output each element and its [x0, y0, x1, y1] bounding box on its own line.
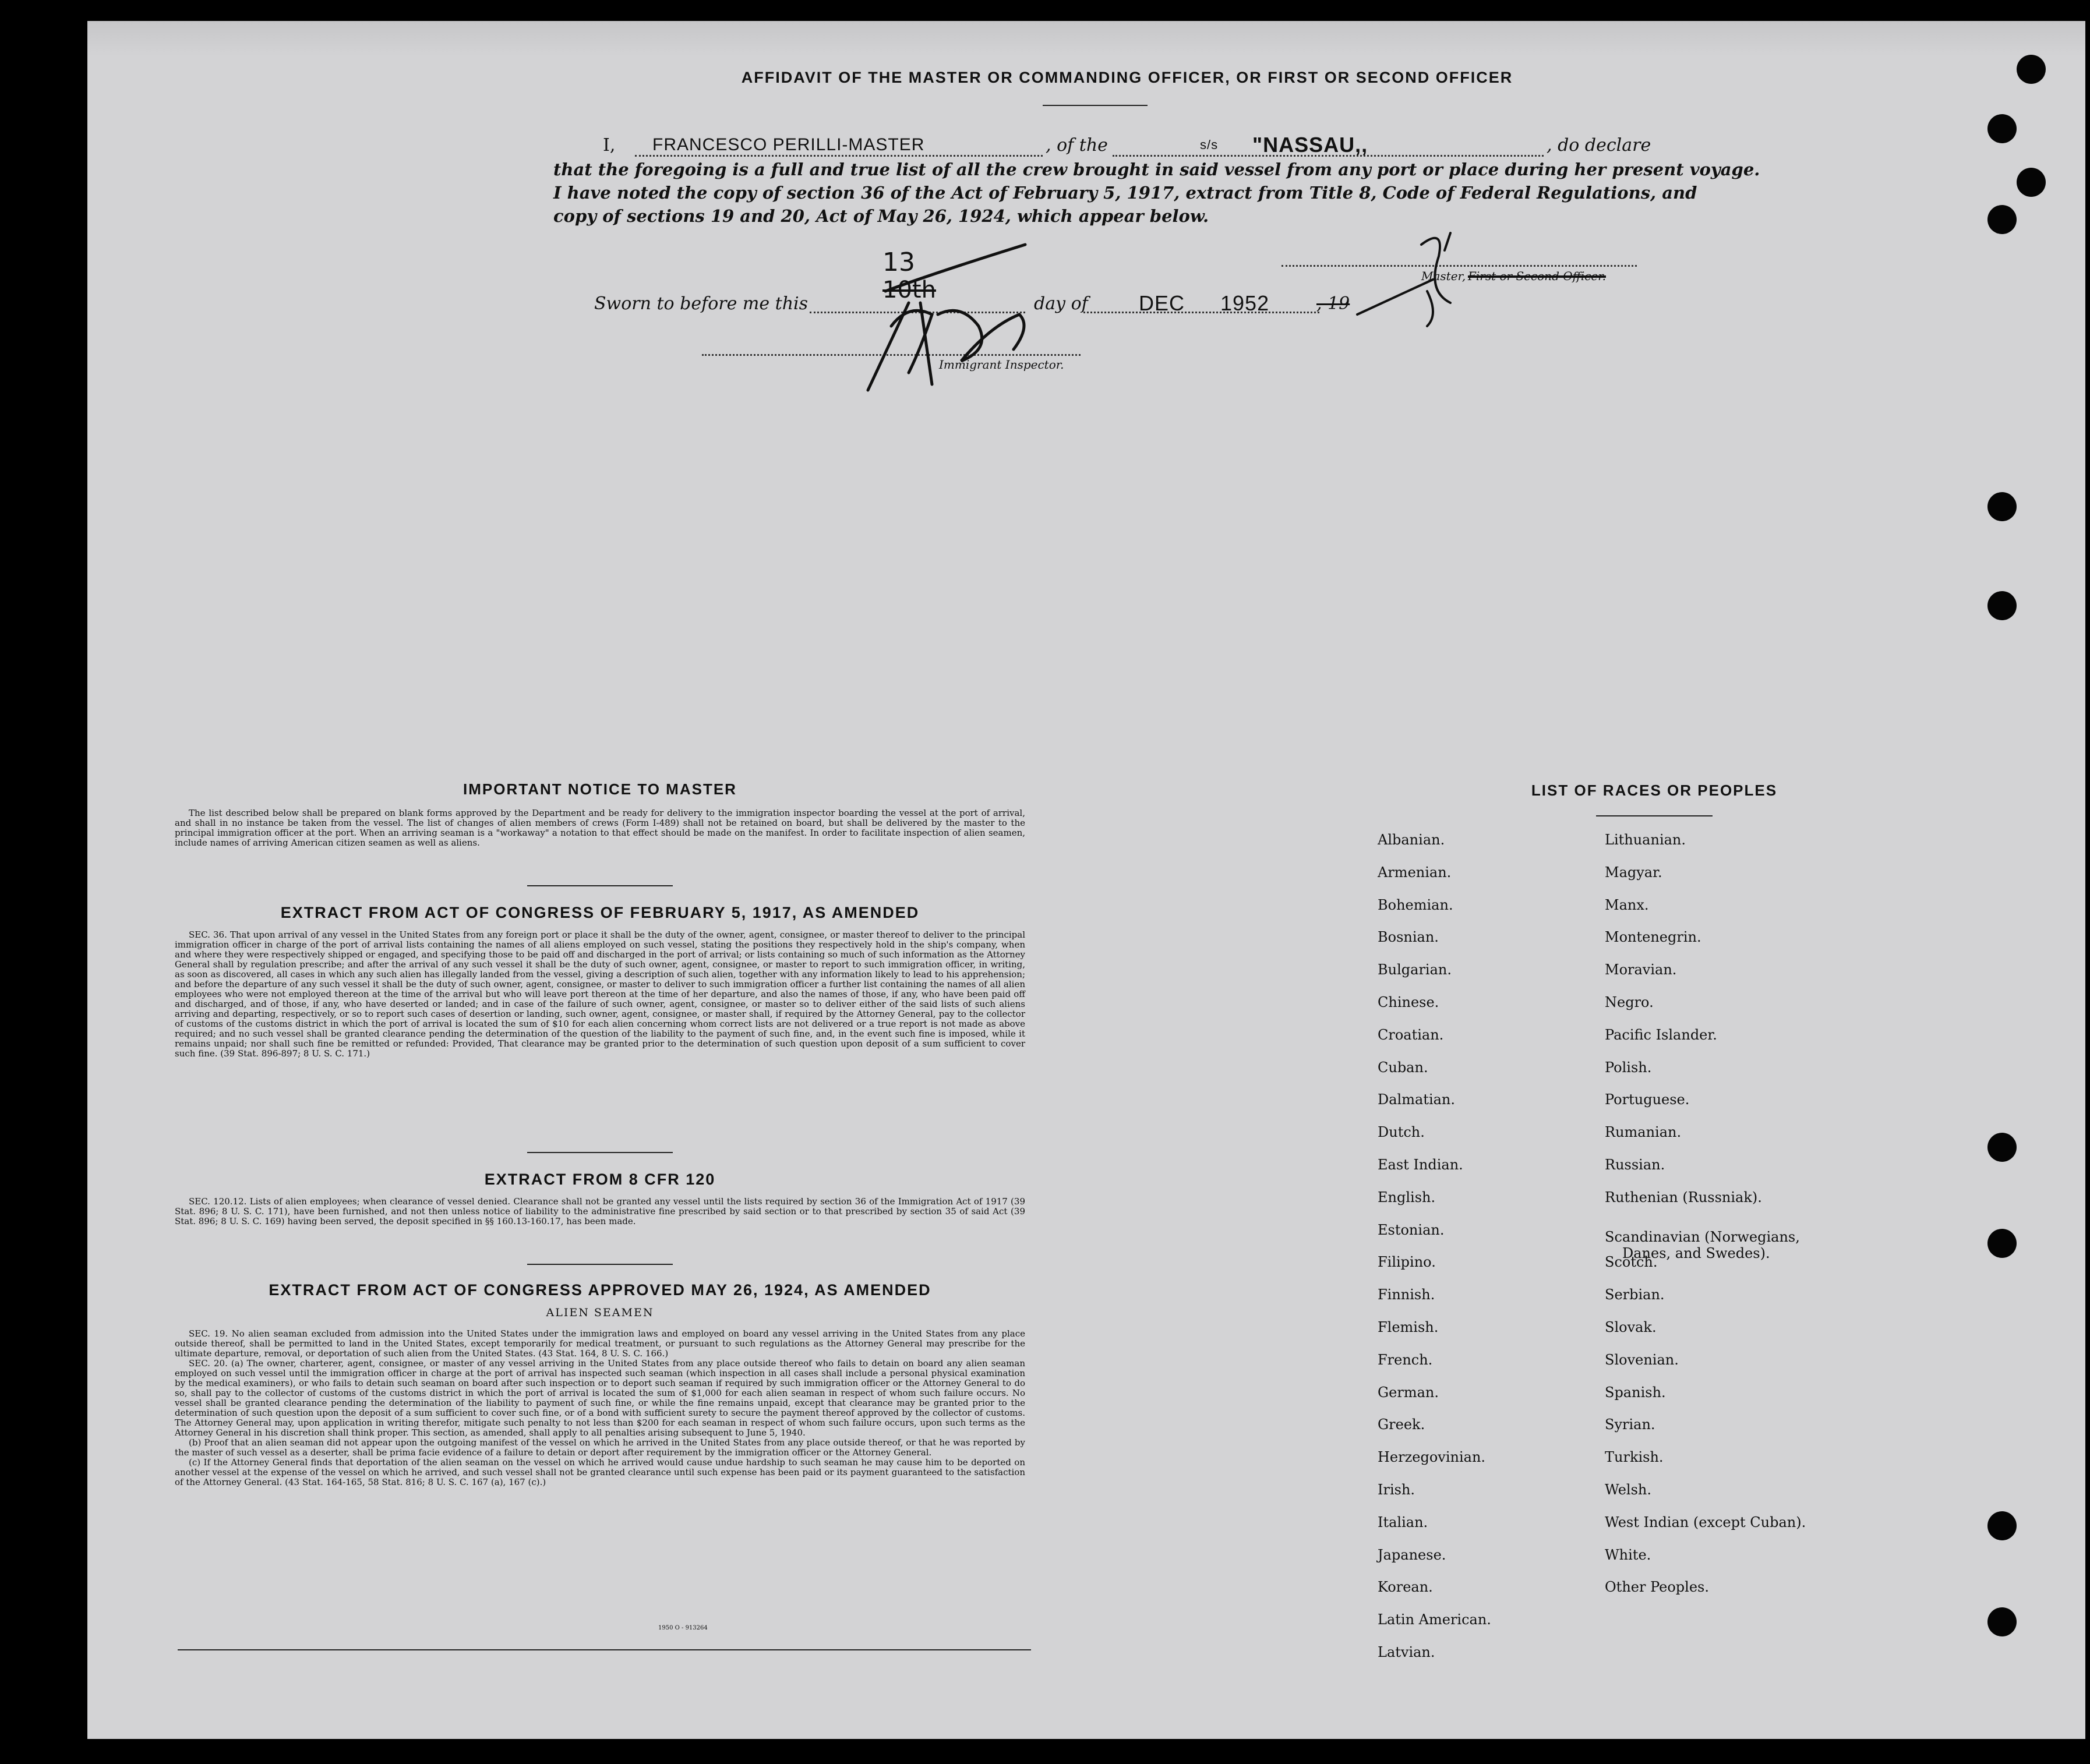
binder-hole [2017, 168, 2046, 197]
extract-1924-text [175, 1329, 1025, 1487]
inspector-caption: Immigrant Inspector. [939, 358, 1064, 372]
race-item: Lithuanian. [1605, 832, 1686, 848]
declaration-text-line: that the foregoing is a full and true list of all the crew brought in said vessel from any port or place during her present voyage. [553, 160, 1760, 179]
extract-1924-title: EXTRACT FROM ACT OF CONGRESS APPROVED MAY 26, 1924, AS AMENDED [269, 1281, 931, 1299]
extract-1917-title: EXTRACT FROM ACT OF CONGRESS OF FEBRUARY 5, 1917, AS AMENDED [280, 904, 920, 921]
extract-cfr-title: EXTRACT FROM 8 CFR 120 [484, 1171, 716, 1188]
race-item: Herzegovinian. [1378, 1449, 1486, 1466]
race-item: Korean. [1378, 1579, 1433, 1596]
binder-hole [1987, 1607, 2017, 1636]
race-item: Serbian. [1605, 1286, 1665, 1303]
race-item: Albanian. [1378, 832, 1445, 848]
race-item: Greek. [1378, 1416, 1425, 1433]
binder-hole [1987, 1511, 2017, 1540]
binder-hole [2017, 55, 2046, 84]
binder-hole [1987, 1229, 2017, 1258]
race-item: Polish. [1605, 1059, 1652, 1076]
race-item: Japanese. [1378, 1546, 1446, 1563]
extract-1917-text: SEC. 36. That upon arrival of any vessel in the United States from any foreign port or place it shall be the duty of the owner, agent, consignee, or master thereof to deliver to the principal immigration officer in charge of the port of arrival lists containing the names of all aliens employed on such vessel, stating the positions they respectively hold in the ship's company, when and where they were respectively shipped or engaged, and specifying those to be paid off and discharged in the port of arrival; or lists containing so much of such information as the Attorney General shall by regulation prescribe; and after the arrival of any such vessel it shall be the duty of such owner, agent, consignee, or master to report to such immigration officer, in writing, as soon as discovered, all cases in which any such alien has illegally landed from the vessel, giving a description of such alien, together with any information likely to lead to his apprehension; and before the departure of any such vessel it shall be the duty of such owner, agent, consignee, or master to deliver to such immigration officer a further list containing the names of all alien employees who were not employed thereon at the time of the arrival but who will leave port thereon at the time of her departure, and also the names of those, if any, who have been paid off and discharged, and of those, if any, who have deserted or landed; and in case of the failure of such owner, agent, consignee, or master so to deliver either of the said lists of such aliens arriving and departing, respectively, or so to report such cases of desertion or landing, such owner, agent, consignee, or master shall, if required by the Attorney General, pay to the collector of customs of the customs district in which the port of arrival is located the sum of $10 for each alien concerning whom correct lists are not delivered or a true report is not made as above required; and no such vessel shall be granted clearance pending the determination of the question of the liability to the payment of such fine, and, in the event such fine is imposed, while it remains unpaid; nor shall such fine be remitted or refunded: Provided, That clearance may be granted prior to the determination of such question upon deposit of a sum sufficient to cover such fine. (39 Stat. 896-897; 8 U. S. C. 171.) [175, 929, 1025, 1059]
inspector-signature-line [702, 354, 1081, 356]
declaration-suffix: , do declare [1547, 135, 1651, 155]
race-item: Finnish. [1378, 1286, 1435, 1303]
race-item: Latvian. [1378, 1644, 1435, 1660]
race-item: Scotch. [1605, 1254, 1658, 1271]
race-item: Armenian. [1378, 864, 1452, 881]
race-item: Chinese. [1378, 994, 1439, 1010]
race-item: Estonian. [1378, 1221, 1445, 1238]
vessel-name: "NASSAU,, [1252, 133, 1368, 157]
race-item: Bohemian. [1378, 896, 1453, 913]
signature-caption-struck: First or Second Officer. [1468, 269, 1606, 283]
section-20c-paragraph: (c) If the Attorney General finds that deportation of the alien seaman on the vessel on which he arrived would cause undue hardship to such seaman he may cause him to be deported on another vessel at the expense of the vessel on which he arrived, and such vessel shall not be granted clearance until such expense has been paid or its payment guaranteed to the satisfaction of the Attorney General. (43 Stat. 164-165, 58 Stat. 816; 8 U. S. C. 167 (a), 167 (c).) [175, 1457, 1025, 1487]
section-20a-paragraph: SEC. 20. (a) The owner, charterer, agent, consignee, or master of any vessel arriving in the United States from any place outside thereof who fails to detain on board any alien seaman employed on such vessel until the immigration officer in charge at the port of arrival has inspected such seaman (which inspection in all cases shall include a personal physical examination by the medical examiners), or who fails to detain such seaman on board after such inspection or to deport such seaman if required by such immigration officer or the Attorney General to do so, shall pay to the collector of customs of the customs district in which the port of arrival is located the sum of $1,000 for each alien seaman in respect of whom such failure occurs. No vessel shall be granted clearance pending the determination of the liability to payment of such fine, or while the fine remains unpaid, except that clearance may be granted prior to the determination of such question upon the deposit of a sum sufficient to cover such fine, or of a bond with sufficient surety to secure the payment thereof approved by the collector of customs. The Attorney General may, upon application in writing therefor, mitigate such penalty to not less than $200 for each seaman in respect of whom such failure occurs, upon such terms as the Attorney General in his discretion shall think proper. This section, as amended, shall apply to all penalties arising subsequent to June 5, 1940. [175, 1358, 1025, 1438]
race-item: White. [1605, 1546, 1651, 1563]
divider [527, 1152, 673, 1153]
race-item: Magyar. [1605, 864, 1662, 881]
race-item: Welsh. [1605, 1482, 1651, 1498]
vessel-prefix: s/s [1200, 137, 1219, 152]
day-value-top: 13 [882, 248, 915, 277]
declaration-text-line: copy of sections 19 and 20, Act of May 26, 1924, which appear below. [553, 206, 1209, 226]
race-item: Ruthenian (Russniak). [1605, 1189, 1762, 1206]
bottom-rule [178, 1649, 1031, 1650]
section-20b-paragraph: (b) Proof that an alien seaman did not appear upon the outgoing manifest of the vessel on which he arrived in the United States from any place outside thereof, or that he was reported by the master of such vessel as a deserter, shall be prima facie evidence of a failure to detain or deport after requirement by the immigration officer or the Attorney General. [175, 1437, 1025, 1458]
extract-cfr-text: SEC. 120.12. Lists of alien employees; when clearance of vessel denied. Clearance shall not be granted any vessel until the lists required by section 36 of the Immigration Act of 1917 (39 Stat. 896; 8 U. S. C. 171), have been furnished, and not then unless notice of liability to the administrative fine prescribed by said section or to that prescribed by section 35 of said Act (39 Stat. 896; 8 U. S. C. 169) having been served, the deposit specified in §§ 160.13-160.17, has been made. [175, 1196, 1025, 1226]
binder-hole [1987, 591, 2017, 620]
sheet-shading [87, 21, 2085, 56]
race-item: Russian. [1605, 1157, 1665, 1173]
race-item: Flemish. [1378, 1319, 1439, 1335]
race-item: Portuguese. [1605, 1091, 1690, 1108]
divider [1596, 815, 1713, 816]
race-item: West Indian (except Cuban). [1605, 1514, 1806, 1530]
race-item: Dutch. [1378, 1124, 1425, 1141]
race-item: Cuban. [1378, 1059, 1428, 1076]
year-suffix: , 19 [1316, 294, 1350, 314]
declaration-text-line: I have noted the copy of section 36 of the Act of February 5, 1917, extract from Title 8, Code of Federal Regulations, and [553, 183, 1697, 203]
race-item: Pacific Islander. [1605, 1026, 1717, 1043]
race-item: Bosnian. [1378, 929, 1439, 946]
binder-hole [1987, 205, 2017, 234]
year-value: 1952 [1220, 291, 1270, 315]
declaration-of-label: , of the [1046, 135, 1108, 155]
race-item: German. [1378, 1384, 1439, 1401]
race-item: Scandinavian (Norwegians, [1605, 1228, 1800, 1245]
day-field-line [810, 312, 1025, 313]
declarant-name: FRANCESCO PERILLI-MASTER [652, 135, 925, 154]
race-item: French. [1378, 1351, 1433, 1368]
race-item: Other Peoples. [1605, 1579, 1709, 1596]
race-item: Italian. [1378, 1514, 1428, 1530]
declaration-prefix: I, [603, 135, 616, 155]
day-of-label: day of [1034, 294, 1088, 314]
divider [1043, 105, 1148, 106]
print-code: 1950 O - 913264 [658, 1625, 708, 1631]
race-item: Dalmatian. [1378, 1091, 1456, 1108]
notice-title: IMPORTANT NOTICE TO MASTER [463, 780, 737, 798]
race-item: Rumanian. [1605, 1124, 1682, 1141]
race-item: Danes, and Swedes). [1622, 1245, 1770, 1261]
declarant-field-line [635, 155, 1043, 157]
month-value: DEC [1139, 291, 1185, 315]
notice-text: The list described below shall be prepared on blank forms approved by the Department and be ready for delivery to the immigration inspector boarding the vessel at the port of arrival, and shall in no instance be taken from the vessel. The list of changes of alien members of crews (Form I-489) shall not be retained on board, but shall be delivered by the master to the principal immigration officer at the port. When an arriving seaman is a "workaway" a notation to that effect should be made on the manifest. In order to facilitate inspection of alien seamen, include names of arriving American citizen seamen as well as aliens. [175, 808, 1025, 848]
divider [527, 1264, 673, 1265]
race-item: Manx. [1605, 896, 1649, 913]
race-item: Filipino. [1378, 1254, 1436, 1271]
race-item: Bulgarian. [1378, 961, 1452, 978]
affidavit-title: AFFIDAVIT OF THE MASTER OR COMMANDING OFFICER, OR FIRST OR SECOND OFFICER [741, 69, 1513, 86]
race-item: Slovenian. [1605, 1351, 1679, 1368]
signature-caption-master: Master, [1421, 269, 1466, 283]
race-item: Negro. [1605, 994, 1654, 1010]
extract-1924-subtitle: ALIEN SEAMEN [546, 1306, 654, 1319]
month-field-line [1083, 312, 1319, 313]
sworn-label: Sworn to before me this [594, 294, 809, 314]
race-item: Latin American. [1378, 1611, 1491, 1628]
day-value: 10th [882, 277, 936, 303]
race-item: East Indian. [1378, 1157, 1463, 1173]
binder-hole [1987, 492, 2017, 521]
race-item: Syrian. [1605, 1416, 1655, 1433]
race-item: Irish. [1378, 1482, 1415, 1498]
race-item: Spanish. [1605, 1384, 1666, 1401]
race-item: Moravian. [1605, 961, 1677, 978]
divider [527, 885, 673, 886]
race-item: Croatian. [1378, 1026, 1444, 1043]
race-item: Montenegrin. [1605, 929, 1701, 946]
binder-hole [1987, 114, 2017, 143]
section-19-paragraph: SEC. 19. No alien seaman excluded from admission into the United States under the immigration laws and employed on board any vessel arriving in the United States from any place outside thereof, shall be permitted to land in the United States, except temporarily for medical treatment, or pursuant to such regulations as the Attorney General may prescribe for the ultimate departure, removal, or deportation of such alien from the United States. (43 Stat. 164, 8 U. S. C. 166.) [175, 1328, 1025, 1359]
races-title: LIST OF RACES OR PEOPLES [1531, 782, 1778, 799]
binder-hole [1987, 1133, 2017, 1162]
race-item: English. [1378, 1189, 1436, 1206]
race-item: Slovak. [1605, 1319, 1657, 1335]
race-item: Turkish. [1605, 1449, 1664, 1466]
master-signature-line [1281, 265, 1637, 267]
